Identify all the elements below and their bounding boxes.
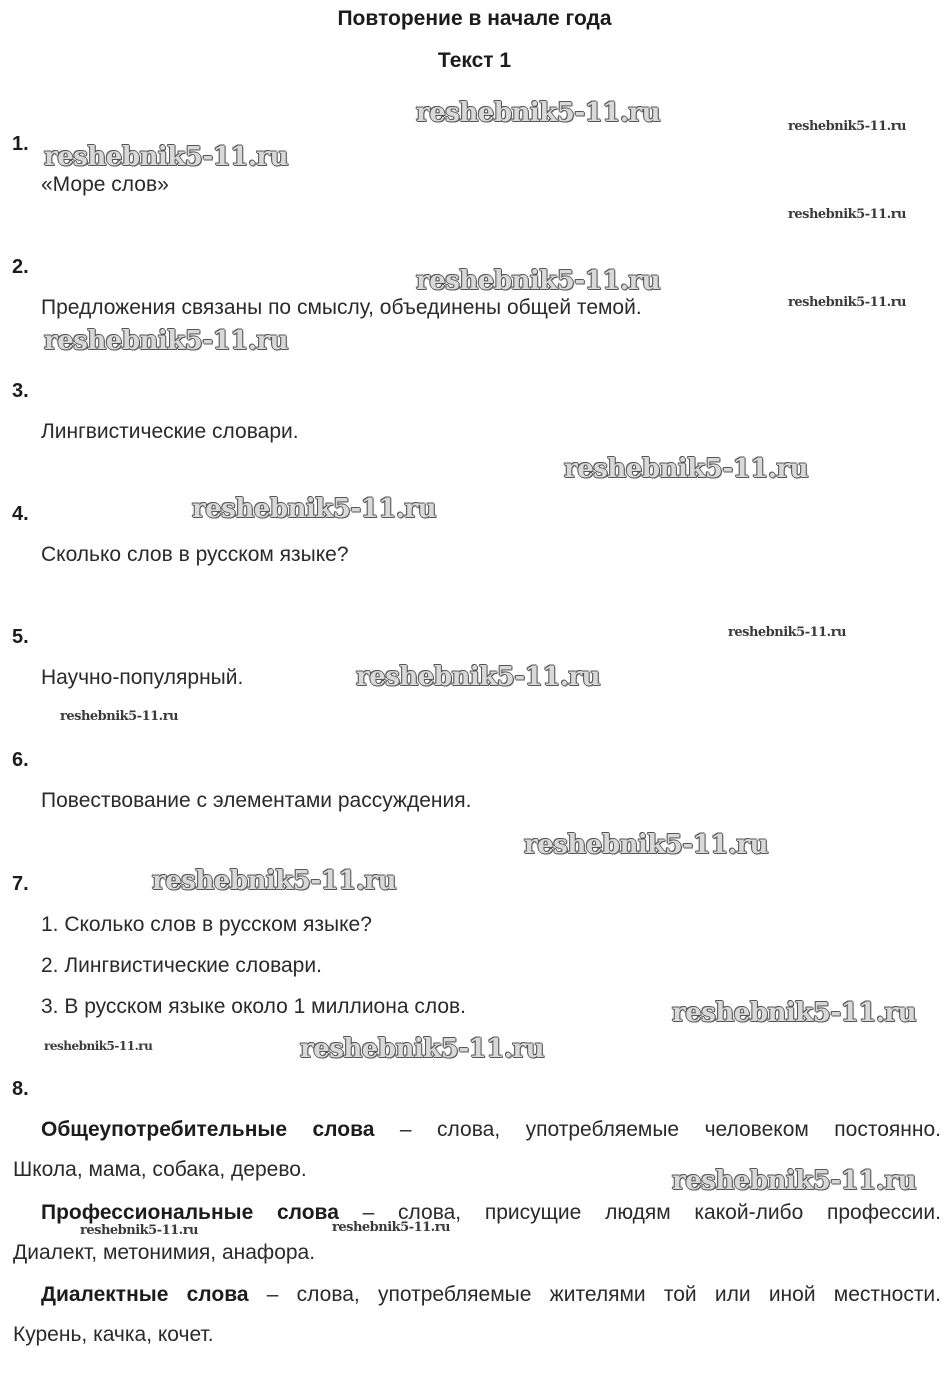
watermark: reshebnik5-11.ru: [152, 866, 397, 896]
answer-number-8: 8.: [12, 1078, 29, 1100]
watermark: reshebnik5-11.ru: [728, 625, 847, 640]
examples-dialect-words: Курень, качка, кочет.: [13, 1323, 214, 1346]
watermark: reshebnik5-11.ru: [356, 662, 601, 692]
watermark: reshebnik5-11.ru: [416, 98, 661, 128]
watermark: reshebnik5-11.ru: [80, 1223, 199, 1238]
definition-text-dialect-words: – слова, употребляемые жителями той или иной местности.: [248, 1283, 941, 1306]
answer-text-4: Сколько слов в русском языке?: [41, 543, 349, 566]
answer-number-3: 3.: [12, 380, 29, 402]
watermark: reshebnik5-11.ru: [44, 1039, 153, 1053]
answer-text-3: Лингвистические словари.: [41, 420, 299, 443]
watermark: reshebnik5-11.ru: [192, 494, 437, 524]
watermark: reshebnik5-11.ru: [44, 326, 289, 356]
answer-number-4: 4.: [12, 503, 29, 525]
answer-text-2: Предложения связаны по смыслу, объединены общей темой.: [41, 296, 642, 319]
definition-text-common-words: – слова, употребляемые человеком постоянно.: [374, 1118, 942, 1141]
watermark: reshebnik5-11.ru: [300, 1034, 545, 1064]
definition-dialect-words: [13, 1283, 941, 1307]
term-professional-words: Профессиональные слова: [41, 1201, 339, 1224]
definition-text-professional-words: – слова, присущие людям какой-либо профессии.: [338, 1201, 941, 1224]
watermark: reshebnik5-11.ru: [524, 830, 769, 860]
answer-number-2: 2.: [12, 256, 29, 278]
answer-7-line-1: 1. Сколько слов в русском языке?: [41, 913, 372, 936]
answer-text-6: Повествование с элементами рассуждения.: [41, 789, 472, 812]
watermark: reshebnik5-11.ru: [416, 266, 661, 296]
examples-common-words: Школа, мама, собака, дерево.: [13, 1158, 307, 1181]
watermark: reshebnik5-11.ru: [564, 454, 809, 484]
answer-number-7: 7.: [12, 873, 29, 895]
answer-7-line-2: 2. Лингвистические словари.: [41, 954, 322, 977]
watermark: reshebnik5-11.ru: [788, 207, 907, 222]
definition-professional-words: [13, 1201, 941, 1225]
watermark: reshebnik5-11.ru: [788, 119, 907, 134]
answer-text-1: «Море слов»: [41, 173, 169, 196]
definition-common-words: [13, 1118, 941, 1142]
watermark: reshebnik5-11.ru: [672, 998, 917, 1028]
examples-professional-words: Диалект, метонимия, анафора.: [13, 1241, 316, 1264]
term-common-words: Общеупотребительные слова: [41, 1118, 375, 1141]
term-dialect-words: Диалектные слова: [41, 1283, 249, 1306]
answer-text-5: Научно-популярный.: [41, 666, 244, 689]
answer-7-line-3: 3. В русском языке около 1 миллиона слов.: [41, 995, 466, 1018]
watermark: reshebnik5-11.ru: [60, 709, 179, 724]
watermark: reshebnik5-11.ru: [672, 1166, 917, 1196]
watermark: reshebnik5-11.ru: [332, 1220, 451, 1235]
page-subtitle: Текст 1: [437, 49, 512, 72]
page-title: Повторение в начале года: [337, 7, 612, 30]
answer-number-5: 5.: [12, 626, 29, 648]
answer-number-6: 6.: [12, 749, 29, 771]
watermark: reshebnik5-11.ru: [44, 142, 289, 172]
answer-number-1: 1.: [12, 133, 29, 155]
watermark: reshebnik5-11.ru: [788, 295, 907, 310]
